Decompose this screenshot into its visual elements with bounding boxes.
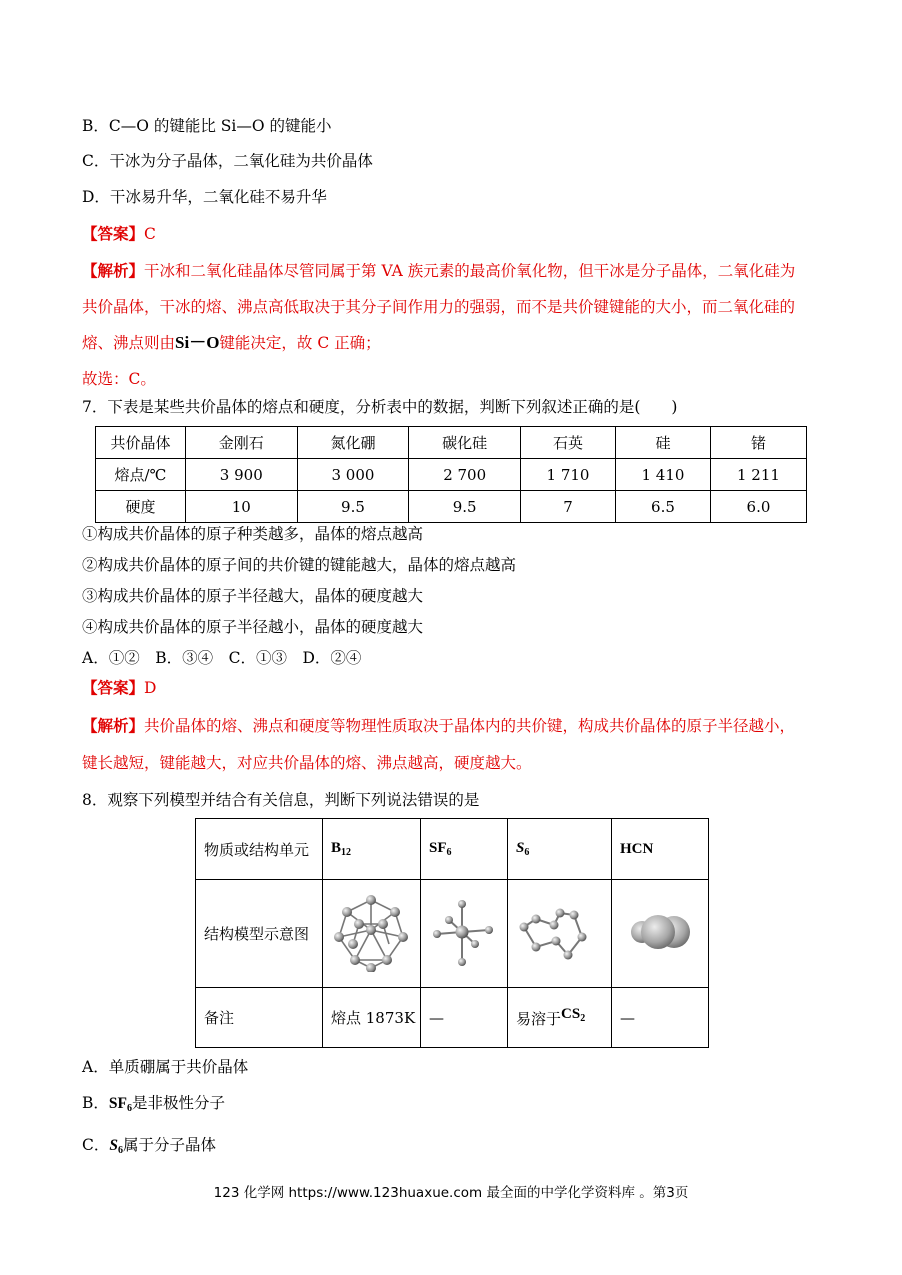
q6-option-c: C．干冰为分子晶体，二氧化硅为共价晶体 [82,152,373,170]
q7-statement: ②构成共价晶体的原子间的共价键的键能越大，晶体的熔点越高 [82,556,517,574]
table-cell: 7 [521,491,616,523]
s6-header: $S_6$ [508,819,612,880]
row-header-cell: 熔点/℃ [96,459,186,491]
table-cell: 6.5 [616,491,711,523]
table-cell: 9.5 [297,491,409,523]
table-cell: 锗 [710,427,806,459]
row-label: 备注 [196,988,323,1048]
q8-stem: 8．观察下列模型并结合有关信息，判断下列说法错误的是 [82,791,480,809]
q7-analysis-line-2: 键长越短，键能越大，对应共价晶体的熔、沸点越高，硬度越大。 [82,754,532,772]
q8-option-b: B．$SF_6$是非极性分子 [82,1094,225,1114]
sf6-octahedral-icon [429,892,495,972]
q7-answer [82,678,156,698]
table-cell: 6.0 [710,491,806,523]
q6-answer [82,224,156,244]
sf6-header: $SF_6$ [421,819,508,880]
q7-analysis-line-1 [82,716,795,736]
answer-tag: 【答案】 [82,224,145,243]
q8-option-a: A．单质硼属于共价晶体 [82,1058,249,1076]
b12-note: 熔点 1873K [323,988,421,1048]
answer-value: D [144,679,157,697]
hcn-note: — [612,988,709,1048]
sf6-note: — [421,988,508,1048]
analysis-tag: 【解析】 [82,716,145,735]
table-cell: 10 [185,491,297,523]
sf6-model-cell [421,880,508,988]
analysis-text: 共价晶体的熔、沸点和硬度等物理性质取决于晶体内的共价键，构成共价晶体的原子半径越小， [144,717,796,735]
q7-statement: ④构成共价晶体的原子半径越小，晶体的硬度越大 [82,618,424,636]
s6-model-cell [508,880,612,988]
q7-statement: ①构成共价晶体的原子种类越多，晶体的熔点越高 [82,525,424,543]
answer-value: C [144,225,156,243]
s6-ring-chain-icon [516,897,596,967]
q6-analysis-line-1 [82,261,795,281]
row-header-cell: 硬度 [96,491,186,523]
table-row [96,459,807,491]
analysis-tag: 【解析】 [82,261,145,280]
q6-conclusion: 故选：C。 [82,370,156,388]
q8-table [195,818,709,1048]
table-cell: 1 211 [710,459,806,491]
b12-header: $B_{12}$ [323,819,421,880]
table-cell: 1 410 [616,459,711,491]
q6-option-b: B．C—O 的键能比 Si—O 的键能小 [82,117,332,135]
q6-analysis-line-3 [82,333,381,353]
q7-stem: 7．下表是某些共价晶体的熔点和硬度，分析表中的数据，判断下列叙述正确的是( ) [82,398,678,416]
b12-icosahedron-icon [331,892,411,972]
q7-options: A．①② B．③④ C．①③ D．②④ [82,649,362,667]
page-footer: 123 化学网 https://www.123huaxue.com 最全面的中学化学资料库 。第3页 [213,1185,689,1201]
b12-model-cell [323,880,421,988]
analysis-text: 干冰和二氧化硅晶体尽管同属于第 VA 族元素的最高价氧化物，但干冰是分子晶体，二氧化硅为 [144,262,796,280]
table-cell: 9.5 [409,491,521,523]
table-cell: 3 000 [297,459,409,491]
answer-tag: 【答案】 [82,678,145,697]
table-cell: 3 900 [185,459,297,491]
table-cell: 1 710 [521,459,616,491]
table-cell: 碳化硅 [409,427,521,459]
q7-table [95,426,807,523]
table-row [96,491,807,523]
table-row [96,427,807,459]
s6-note: 易溶于$CS_2$ [508,988,612,1048]
row-label: 物质或结构单元 [196,819,323,880]
row-label: 结构模型示意图 [196,880,323,988]
table-cell: 氮化硼 [297,427,409,459]
q6-option-d: D．干冰易升华，二氧化硅不易升华 [82,188,327,206]
table-cell: 金刚石 [185,427,297,459]
hcn-space-filling-icon [620,902,700,962]
hcn-header: HCN [612,819,709,880]
table-cell: 石英 [521,427,616,459]
q8-option-c: C．$S_6$属于分子晶体 [82,1136,217,1156]
si-o-formula: Si－O [175,333,220,352]
analysis-text: 熔、沸点则由 [82,334,176,352]
row-header-cell: 共价晶体 [96,427,186,459]
table-cell: 硅 [616,427,711,459]
analysis-text: 键能决定，故 C 正确； [219,334,381,352]
table-cell: 2 700 [409,459,521,491]
hcn-model-cell [612,880,709,988]
q7-statement: ③构成共价晶体的原子半径越大，晶体的硬度越大 [82,587,424,605]
q6-analysis-line-2: 共价晶体，干冰的熔、沸点高低取决于其分子间作用力的强弱，而不是共价键键能的大小，而二氧化硅的 [82,298,796,316]
